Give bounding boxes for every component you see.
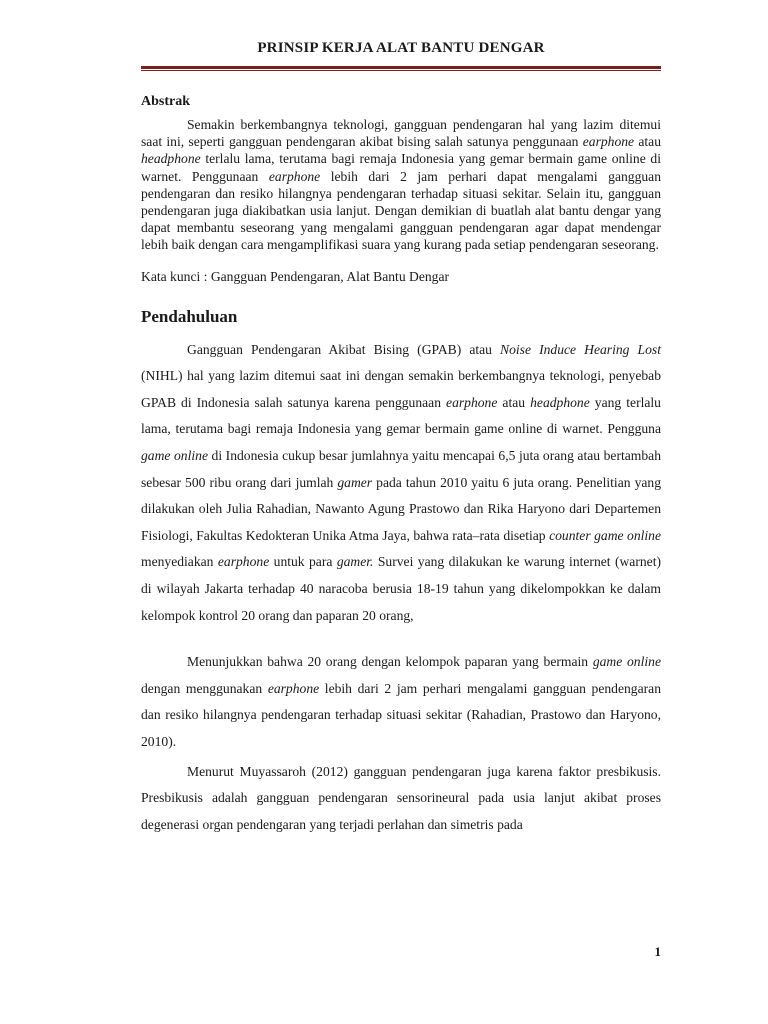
abstract-body xyxy=(141,116,661,254)
text-run: atau xyxy=(634,134,661,150)
italic-term: earphone xyxy=(268,168,321,184)
intro-paragraph-1 xyxy=(141,337,661,630)
intro-paragraph-3 xyxy=(141,759,661,839)
header-divider xyxy=(141,66,661,72)
italic-term: earphone xyxy=(582,134,635,150)
text-run: lebih dari 2 jam perhari dapat mengalami gangguan pendengaran dan resiko hilangnya pendengaran terhadap situasi sekitar. Selain itu, gangguan pendengaran juga diakibatkan usia lanjut. Dengan demikian di buatlah alat bantu dengar yang dapat membantu seseorang yang mengalami gangguan pendengaran agar dapat mendengar lebih baik dengan cara mengamplifikasi suara yang kurang pada setiap pendengaran seseorang. xyxy=(141,168,661,253)
italic-term: earphone xyxy=(446,394,498,410)
text-run: (NIHL) hal yang lazim ditemui saat ini dengan semakin berkembangnya teknologi, penyebab GPAB di Indonesia salah satunya karena penggunaan xyxy=(141,368,661,410)
italic-term: gamer xyxy=(337,474,373,490)
abstract-heading: Abstrak xyxy=(141,94,191,109)
running-header-title: PRINSIP KERJA ALAT BANTU DENGAR xyxy=(257,40,545,56)
italic-term: earphone xyxy=(267,680,320,696)
text-run: yang terlalu lama, terutama bagi remaja Indonesia yang gemar bermain game online di warnet. Pengguna xyxy=(141,394,661,437)
italic-term: gamer. xyxy=(336,554,374,570)
italic-term: headphone xyxy=(530,394,590,410)
header-divider-thick xyxy=(141,66,661,69)
text-run: Survei yang dilakukan ke warung internet (warnet) di wilayah Jakarta terhadap 40 naracoba berusia 18-19 tahun yang dikelompokkan ke dalam kelompok kontrol 20 orang dan paparan 20 orang, xyxy=(141,554,662,623)
text-run: pada tahun 2010 yaitu 6 juta orang. Penelitian yang dilakukan oleh Julia Rahadian, Nawanto Agung Prastowo dan Rika Haryono dari Departemen Fisiologi, Fakultas Kedokteran Unika Atma Jaya, bahwa rata–rata disetiap xyxy=(141,474,661,543)
text-run: menyediakan xyxy=(141,554,218,570)
page-number: 1 xyxy=(654,944,661,959)
italic-term: headphone xyxy=(141,151,201,167)
header-divider-thin xyxy=(141,70,661,71)
italic-term: counter game online xyxy=(549,527,662,543)
italic-term: earphone xyxy=(217,554,270,570)
text-run: terlalu lama, terutama bagi remaja Indonesia yang gemar bermain game online di warnet. Penggunaan xyxy=(141,151,661,184)
document-content xyxy=(141,90,661,838)
intro-paragraph-2 xyxy=(141,649,661,755)
italic-term: game online xyxy=(592,654,661,670)
text-run: dengan menggunakan xyxy=(141,680,268,696)
text-run: di Indonesia cukup besar jumlahnya yaitu mencapai 6,5 juta orang atau bertambah sebesar 500 ribu orang dari jumlah xyxy=(141,448,661,490)
italic-term: Noise Induce Hearing Lost xyxy=(500,341,661,357)
italic-term: game online xyxy=(141,448,208,463)
keywords-line: Kata kunci : Gangguan Pendengaran, Alat Bantu Dengar xyxy=(141,268,450,284)
text-run: Menurut Muyassaroh (2012) gangguan pendengaran juga karena faktor presbikusis. Presbikusis adalah gangguan pendengaran sensorineural pada usia lanjut akibat proses degenerasi organ pendengaran yang terjadi perlahan dan simetris pada xyxy=(141,763,661,832)
text-run: untuk para xyxy=(269,554,337,570)
text-run: Gangguan Pendengaran Akibat Bising (GPAB) atau xyxy=(187,341,501,357)
section-heading-pendahuluan: Pendahuluan xyxy=(141,306,238,326)
text-run: Semakin berkembangnya teknologi, gangguan pendengaran hal yang lazim ditemui saat ini, seperti gangguan pendengaran akibat bising salah satunya penggunaan xyxy=(141,117,661,150)
text-run: Menunjukkan bahwa 20 orang dengan kelompok paparan yang bermain xyxy=(187,654,593,670)
text-run: lebih dari 2 jam perhari mengalami gangguan pendengaran dan resiko hilangnya pendengaran terhadap situasi sekitar (Rahadian, Prastowo dan Haryono, 2010). xyxy=(141,680,661,749)
text-run: atau xyxy=(497,394,531,410)
